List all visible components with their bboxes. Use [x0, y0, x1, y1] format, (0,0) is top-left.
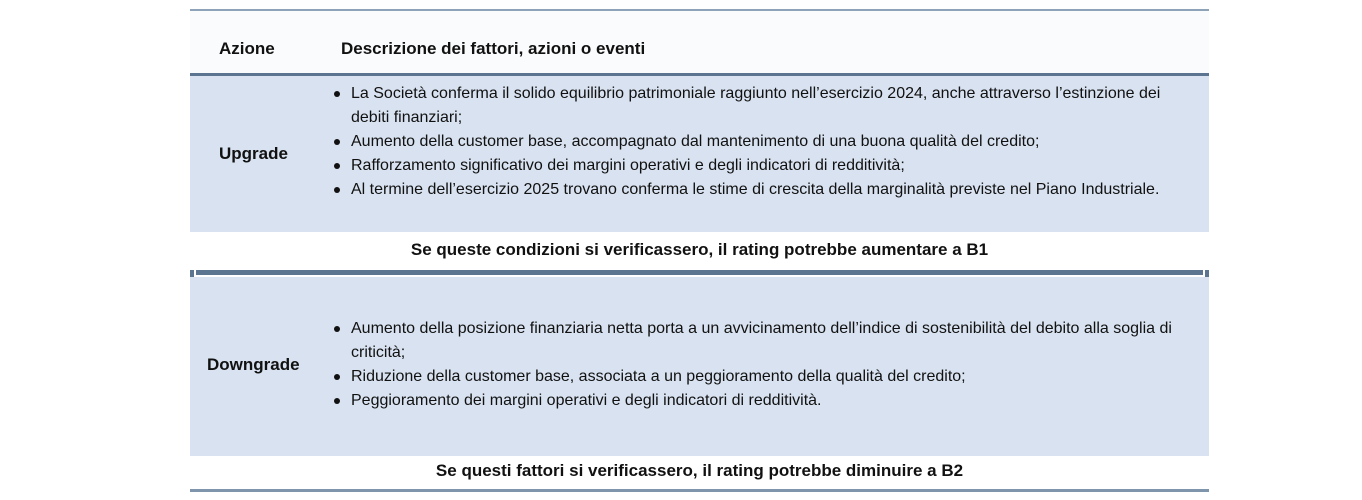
section-divider — [196, 270, 1203, 275]
list-item: Riduzione della customer base, associata a un peggioramento della qualità del credito; — [351, 365, 1181, 389]
header-action: Azione — [219, 39, 275, 58]
downgrade-factors-list — [330, 317, 1181, 413]
list-item: Aumento della posizione finanziaria netta porta a un avvicinamento dell’indice di sostenibilità del debito alla soglia di criticità; — [351, 317, 1181, 365]
upgrade-label: Upgrade — [219, 144, 288, 163]
downgrade-label: Downgrade — [207, 355, 300, 374]
header-description: Descrizione dei fattori, azioni o eventi — [341, 39, 646, 58]
downgrade-conclusion: Se questi fattori si verificassero, il rating potrebbe diminuire a B2 — [435, 461, 964, 480]
rating-factors-table — [190, 0, 1209, 500]
list-item: Al termine dell’esercizio 2025 trovano conferma le stime di crescita della marginalità previste nel Piano Industriale. — [351, 178, 1181, 202]
table-bottom-rule — [190, 489, 1209, 492]
divider-cap-left — [190, 270, 194, 277]
list-item: Peggioramento dei margini operativi e degli indicatori di redditività. — [351, 389, 1181, 413]
divider-cap-right — [1205, 270, 1209, 277]
list-item: La Società conferma il solido equilibrio patrimoniale raggiunto nell’esercizio 2024, anche attraverso l’estinzione dei debiti finanziari; — [351, 82, 1181, 130]
upgrade-factors-list — [330, 82, 1181, 202]
list-item: Rafforzamento significativo dei margini operativi e degli indicatori di redditività; — [351, 154, 1181, 178]
list-item: Aumento della customer base, accompagnato dal mantenimento di una buona qualità del credito; — [351, 130, 1181, 154]
table-header — [190, 11, 1209, 73]
upgrade-conclusion: Se queste condizioni si verificassero, il rating potrebbe aumentare a B1 — [410, 240, 989, 259]
